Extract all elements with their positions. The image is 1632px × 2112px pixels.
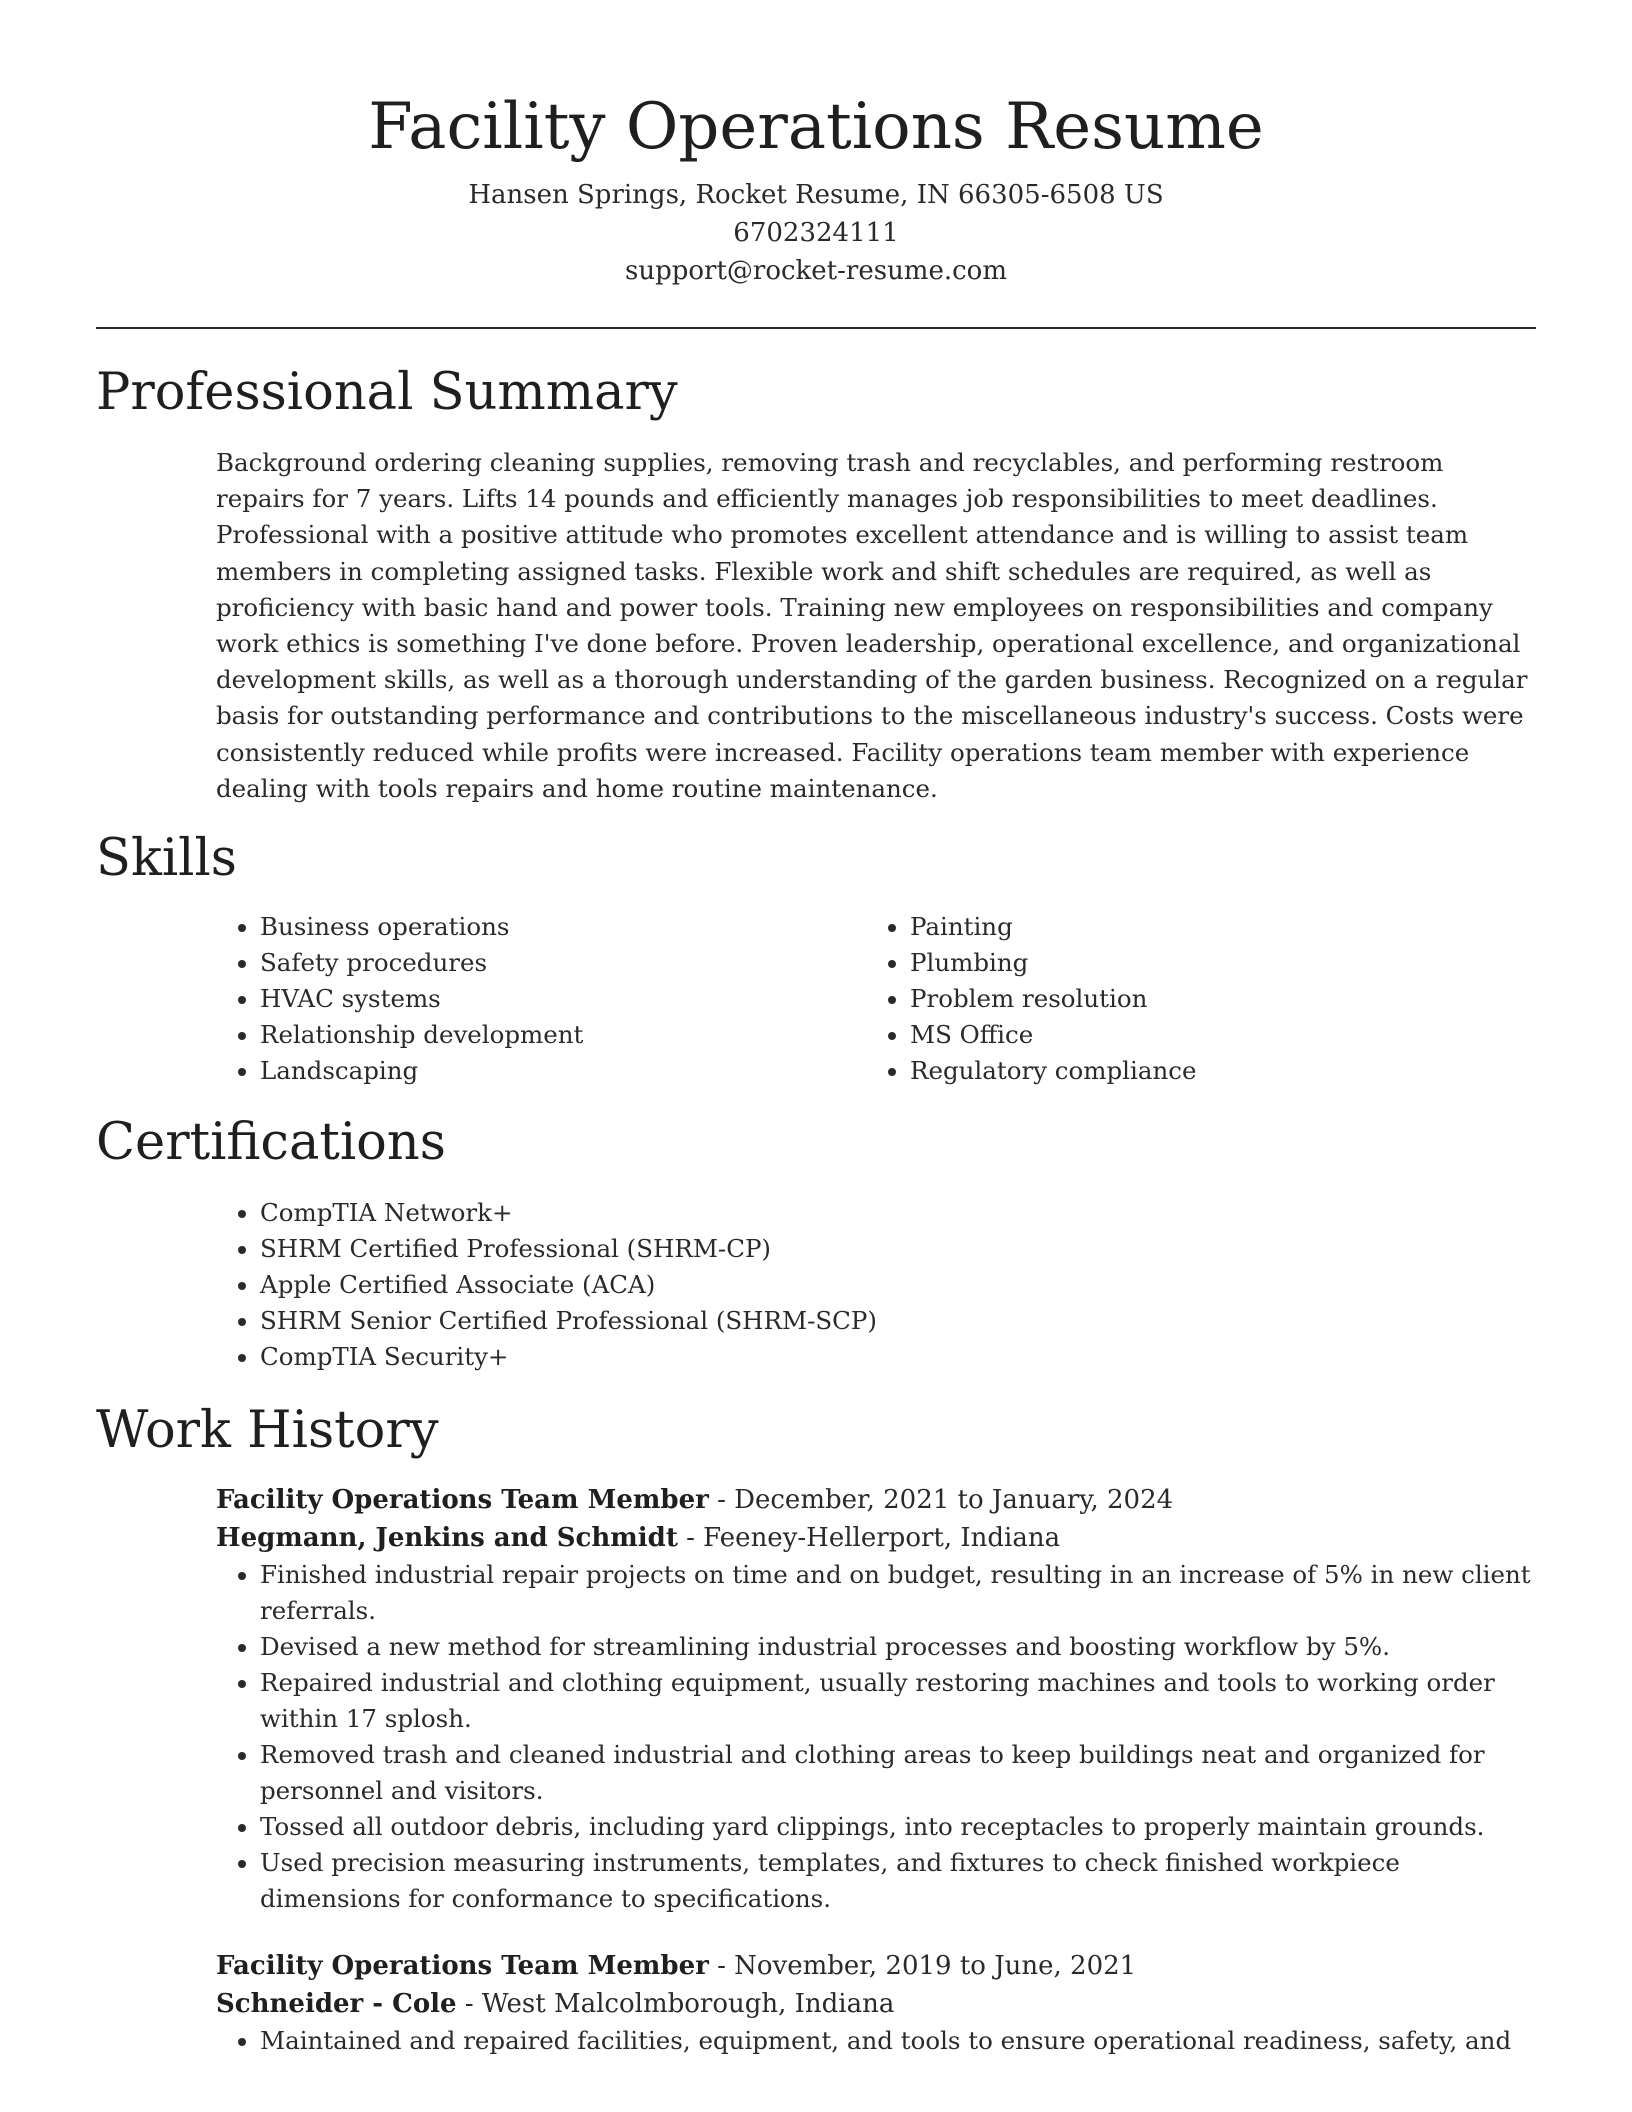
job-location: - Feeney-Hellerport, Indiana	[677, 1523, 1061, 1554]
job-entry	[216, 1947, 1536, 2059]
skill-item: • Relationship development	[260, 1017, 866, 1053]
work-history-heading: Work History	[96, 1401, 439, 1461]
skill-item: • Plumbing	[910, 945, 1516, 981]
header-divider	[96, 327, 1536, 329]
job-bullet: • Maintained and repaired facilities, equipment, and tools to ensure operational readiness, safety, and	[260, 2023, 1536, 2059]
phone: 6702324111	[733, 218, 899, 248]
job-title-line	[216, 1481, 1536, 1519]
job-entry	[216, 1481, 1536, 1917]
resume-page	[96, 0, 1536, 2059]
certification-item: • CompTIA Network+	[260, 1195, 1536, 1231]
resume-title: Facility Operations Resume	[368, 90, 1264, 164]
skills-column-left	[216, 909, 866, 1089]
job-company-line	[216, 1519, 1536, 1557]
job-company-line	[216, 1985, 1536, 2023]
job-bullet: • Devised a new method for streamlining industrial processes and boosting workflow by 5%.	[260, 1629, 1536, 1665]
job-dates: - December, 2021 to January, 2024	[708, 1485, 1174, 1516]
skill-item: • Landscaping	[260, 1053, 866, 1089]
job-bullets	[216, 2023, 1536, 2059]
job-bullet: • Finished industrial repair projects on time and on budget, resulting in an increase of 5% in new client referrals.	[260, 1557, 1536, 1629]
address: Hansen Springs, Rocket Resume, IN 66305-6508 US	[468, 180, 1164, 210]
job-title-line	[216, 1947, 1536, 1985]
job-bullet: • Tossed all outdoor debris, including yard clippings, into receptacles to properly maintain grounds.	[260, 1809, 1536, 1845]
skill-item: • Regulatory compliance	[910, 1053, 1516, 1089]
job-title: Facility Operations Team Member	[216, 1485, 709, 1516]
job-bullets	[216, 1557, 1536, 1917]
job-company: Hegmann, Jenkins and Schmidt	[216, 1523, 678, 1554]
skills-column-right	[866, 909, 1516, 1089]
job-bullet: • Removed trash and cleaned industrial and clothing areas to keep buildings neat and organized for personnel and visitors.	[260, 1737, 1536, 1809]
certification-item: • SHRM Certified Professional (SHRM-CP)	[260, 1231, 1536, 1267]
summary-text: Background ordering cleaning supplies, removing trash and recyclables, and performing restroom repairs for 7 years. Lifts 14 pounds and efficiently manages job responsibilities to meet deadlines. Professional with a positive attitude who promotes excellent attendance and is willing to assist team members in completing assigned tasks. Flexible work and shift schedules are required, as well as proficiency with basic hand and power tools. Training new employees on responsibilities and company work ethics is something I've done before. Proven leadership, operational excellence, and organizational development skills, as well as a thorough understanding of the garden business. Recognized on a regular basis for outstanding performance and contributions to the miscellaneous industry's success. Costs were consistently reduced while profits were increased. Facility operations team member with experience dealing with tools repairs and home routine maintenance.	[216, 448, 1528, 803]
certifications-heading: Certifications	[96, 1113, 446, 1173]
certifications-list	[216, 1195, 1536, 1375]
skills-heading: Skills	[96, 829, 237, 889]
skill-item: • Painting	[910, 909, 1516, 945]
resume-header	[96, 0, 1536, 290]
job-dates: - November, 2019 to June, 2021	[708, 1951, 1137, 1982]
summary-heading: Professional Summary	[96, 363, 678, 422]
skill-item: • HVAC systems	[260, 981, 866, 1017]
skill-item: • Problem resolution	[910, 981, 1516, 1017]
job-bullet: • Repaired industrial and clothing equipment, usually restoring machines and tools to working order within 17 splosh.	[260, 1665, 1536, 1737]
certification-item: • CompTIA Security+	[260, 1339, 1536, 1375]
certification-item: • Apple Certified Associate (ACA)	[260, 1267, 1536, 1303]
certification-item: • SHRM Senior Certified Professional (SHRM-SCP)	[260, 1303, 1536, 1339]
job-location: - West Malcolmborough, Indiana	[456, 1989, 895, 2020]
job-bullet: • Used precision measuring instruments, templates, and fixtures to check finished workpiece dimensions for conformance to specifications.	[260, 1845, 1536, 1917]
job-company: Schneider - Cole	[216, 1989, 457, 2020]
skill-item: • Business operations	[260, 909, 866, 945]
skill-item: • Safety procedures	[260, 945, 866, 981]
skill-item: • MS Office	[910, 1017, 1516, 1053]
email: support@rocket-resume.com	[624, 256, 1007, 286]
job-title: Facility Operations Team Member	[216, 1951, 709, 1982]
skills-grid	[216, 909, 1536, 1089]
